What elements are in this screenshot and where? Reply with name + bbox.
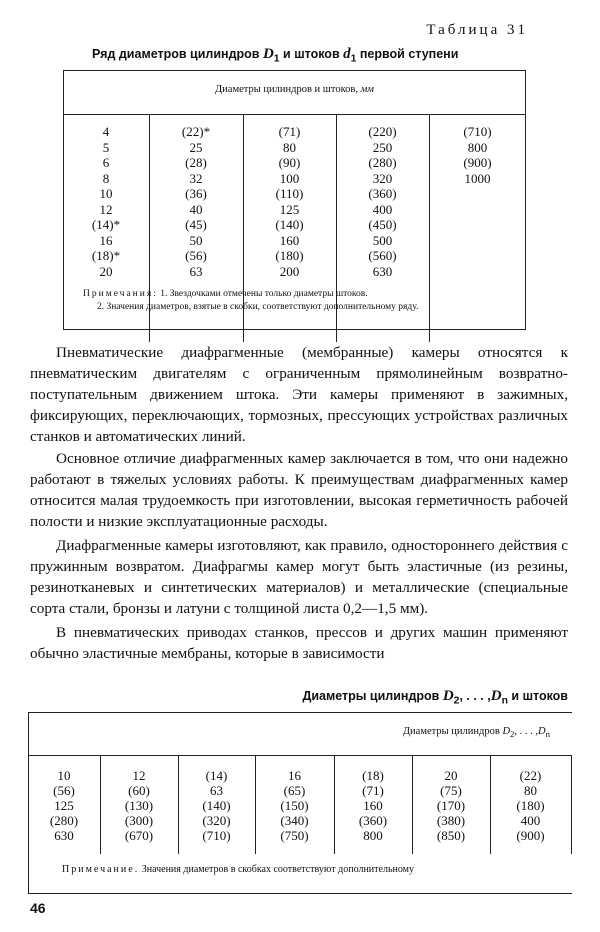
header-sub-d2: 2 — [510, 729, 515, 740]
table-cell: 500 — [372, 232, 393, 248]
table-cell: (75) — [440, 783, 462, 798]
table-cell: 16 — [288, 768, 301, 783]
header-divider — [63, 114, 526, 115]
table-cell: 20 — [99, 263, 113, 279]
table-cell: 6 — [102, 155, 110, 170]
note-item-1: 1. Звездочками отмечены только диаметры штоков. — [157, 289, 368, 299]
table-cell: 16 — [99, 232, 113, 248]
table-note-line-1 — [83, 288, 514, 301]
table-cell: (130) — [124, 798, 154, 813]
table-cell: 160 — [279, 232, 300, 248]
table-cell: 100 — [279, 170, 300, 186]
table-cell: (56) — [53, 783, 75, 798]
table-cell: 800 — [467, 139, 488, 155]
table2-caption — [302, 688, 568, 707]
table-number-label: Таблица 31 — [426, 22, 528, 38]
table-cell: (750) — [280, 828, 309, 843]
table-cell: 12 — [132, 768, 146, 783]
diameter-table-1 — [63, 70, 526, 330]
table-cell: (900) — [516, 828, 545, 843]
note-title: Примечание. — [62, 864, 140, 875]
table-cell: (380) — [436, 813, 466, 828]
table-cell: (360) — [358, 813, 388, 828]
caption-symbol-d1: D — [262, 46, 274, 62]
table-cell: (36) — [185, 186, 207, 201]
table-cell: (90) — [278, 155, 301, 170]
body-paragraph: Диафрагменные камеры изготовляют, как правило, одностороннего действия с пружинным возвратом. Диафрагмы камер могут быть эластичные (из резины, резинотканевых и синтетических материалов) и металлические (специальные сорта стали, бронзы и латуни с толщиной листа 0,2—1,5 мм). — [30, 537, 568, 617]
table-column — [336, 124, 429, 279]
table-cell: 200 — [279, 263, 300, 279]
table-cell: (850) — [436, 828, 466, 843]
table-cell: (110) — [275, 186, 304, 201]
caption-text-post: и штоков — [507, 689, 568, 703]
diameter-table-2 — [28, 712, 572, 894]
table-cell: (360) — [368, 186, 397, 201]
column-divider — [571, 755, 572, 854]
caption-symbol-dn: D — [490, 688, 502, 704]
table-cell: (60) — [128, 783, 150, 798]
header-dots: , . . . , — [514, 726, 539, 737]
table-cell: 250 — [372, 139, 393, 155]
table-cell: (71) — [278, 124, 301, 139]
table-cell: (65) — [283, 783, 306, 798]
table-header-text: Диаметры цилиндров и штоков, — [215, 84, 361, 95]
caption-sub-dn: n — [501, 695, 508, 707]
table-header-text: Диаметры цилиндров — [402, 726, 503, 737]
caption-text-mid: и штоков — [279, 47, 344, 61]
table-cell: (710) — [463, 124, 492, 139]
table-cell: 80 — [283, 139, 296, 155]
table-column — [429, 124, 526, 186]
table-cell: (670) — [124, 828, 154, 843]
table-cell: (170) — [436, 798, 466, 813]
table-cell: (140) — [275, 217, 304, 232]
table-cell: (560) — [368, 248, 397, 263]
table-column — [28, 768, 100, 843]
table-header — [63, 84, 526, 95]
table-cell: 4 — [102, 124, 110, 139]
table-cell: (150) — [280, 798, 309, 813]
table-cell: 12 — [99, 201, 113, 217]
caption-symbol-d1-lower: d — [343, 46, 351, 62]
table-cell: 63 — [210, 783, 223, 798]
table-cell: (180) — [275, 248, 304, 263]
table-note — [83, 288, 514, 313]
table-cell: (300) — [124, 813, 154, 828]
table-cell: (710) — [202, 828, 231, 843]
table-cell: 10 — [57, 768, 71, 783]
table-cell: (140) — [202, 798, 231, 813]
table-cell: (320) — [202, 813, 231, 828]
table-column — [178, 768, 255, 843]
table-column — [149, 124, 243, 279]
table-cell: (18)* — [91, 248, 121, 263]
caption-text-post: первой ступени — [356, 47, 459, 61]
table-cell: (280) — [368, 155, 397, 170]
caption-sub-d1-lower: 1 — [350, 53, 357, 65]
table-cell: (220) — [368, 124, 397, 139]
table-column — [334, 768, 412, 843]
table-cell: 630 — [372, 263, 393, 279]
table-cell: (340) — [280, 813, 309, 828]
table-cell: 32 — [189, 170, 203, 186]
table-cell: (900) — [463, 155, 492, 170]
table-cell: 400 — [520, 813, 541, 828]
table-cell: 8 — [102, 170, 110, 186]
table-cell: 10 — [99, 186, 113, 201]
header-sub-dn: n — [545, 729, 550, 740]
table-cell: (71) — [362, 783, 384, 798]
table-cell: (22) — [519, 768, 542, 783]
table-cell: (180) — [516, 798, 545, 813]
table-cell: 50 — [189, 232, 203, 248]
note-item-2: 2. Значения диаметров, взятые в скобки, соответствуют дополнительному ряду. — [97, 301, 419, 312]
table-column — [490, 768, 571, 843]
table-cell: 5 — [102, 139, 110, 155]
note-text: Значения диаметров в скобках соответствуют дополнительному — [139, 864, 414, 875]
body-paragraph: В пневматических приводах станков, прессов и других машин применяют обычно эластичные мембраны, которые в зависимости — [30, 624, 568, 662]
table-cell: 125 — [54, 798, 74, 813]
table-cell: 160 — [363, 798, 383, 813]
table-cell: (14)* — [91, 217, 121, 232]
page-number: 46 — [30, 900, 46, 916]
table-cell: (18) — [362, 768, 384, 783]
table1-caption — [92, 46, 458, 65]
table-cell: (56) — [185, 248, 207, 263]
table-cell: (450) — [368, 217, 397, 232]
note-title: Примечания: — [83, 289, 158, 299]
table-cell: (28) — [185, 155, 207, 170]
table-header-unit: мм — [360, 84, 374, 95]
header-symbol-dn: D — [538, 726, 546, 737]
table-column — [100, 768, 178, 843]
table-cell: 800 — [363, 828, 383, 843]
table-cell: 63 — [189, 263, 203, 279]
table-cell: 20 — [444, 768, 458, 783]
table-cell: (22)* — [181, 124, 211, 139]
table-cell: (45) — [185, 217, 207, 232]
caption-symbol-d2: D — [442, 688, 454, 704]
caption-sub-d1: 1 — [273, 53, 280, 65]
table-cell: 125 — [279, 201, 300, 217]
table-column — [243, 124, 336, 279]
table-note — [62, 864, 414, 875]
table-cell: 630 — [54, 828, 74, 843]
table-cell: 25 — [189, 139, 203, 155]
caption-text-pre: Диаметры цилиндров — [302, 689, 443, 703]
table-header — [403, 726, 550, 739]
caption-text-pre: Ряд диаметров цилиндров — [92, 47, 263, 61]
caption-dots: , . . . , — [459, 689, 491, 703]
table-cell: 1000 — [464, 170, 491, 186]
table-cell: (280) — [49, 813, 79, 828]
table-column — [412, 768, 490, 843]
table-cell: 80 — [524, 783, 537, 798]
table-column — [63, 124, 149, 279]
table-cell: (14) — [205, 768, 228, 783]
caption-sub-d2: 2 — [453, 695, 460, 707]
header-symbol-d2: D — [502, 726, 511, 737]
table-cell: 320 — [372, 170, 393, 186]
body-paragraph: Пневматические диафрагменные (мембранные) камеры относятся к пневматическим двигателям с ограниченным прямолинейным возвратно-поступательным движением штока. Эти камеры применяют в зажимных, фиксирующих, переключающих, тормозных, прессующих устройствах различных станков и автоматических линий. — [30, 344, 568, 445]
table-cell: 400 — [372, 201, 393, 217]
table-cell: 40 — [189, 201, 203, 217]
table-column — [255, 768, 334, 843]
body-paragraph: Основное отличие диафрагменных камер заключается в том, что они надежно работают в тяжелых условиях работы. К преимуществам диафрагменных камер относится малая трудоемкость при изготовлении, высокая герметичность рабочей полости и низкие эксплуатационные расходы. — [30, 450, 568, 530]
